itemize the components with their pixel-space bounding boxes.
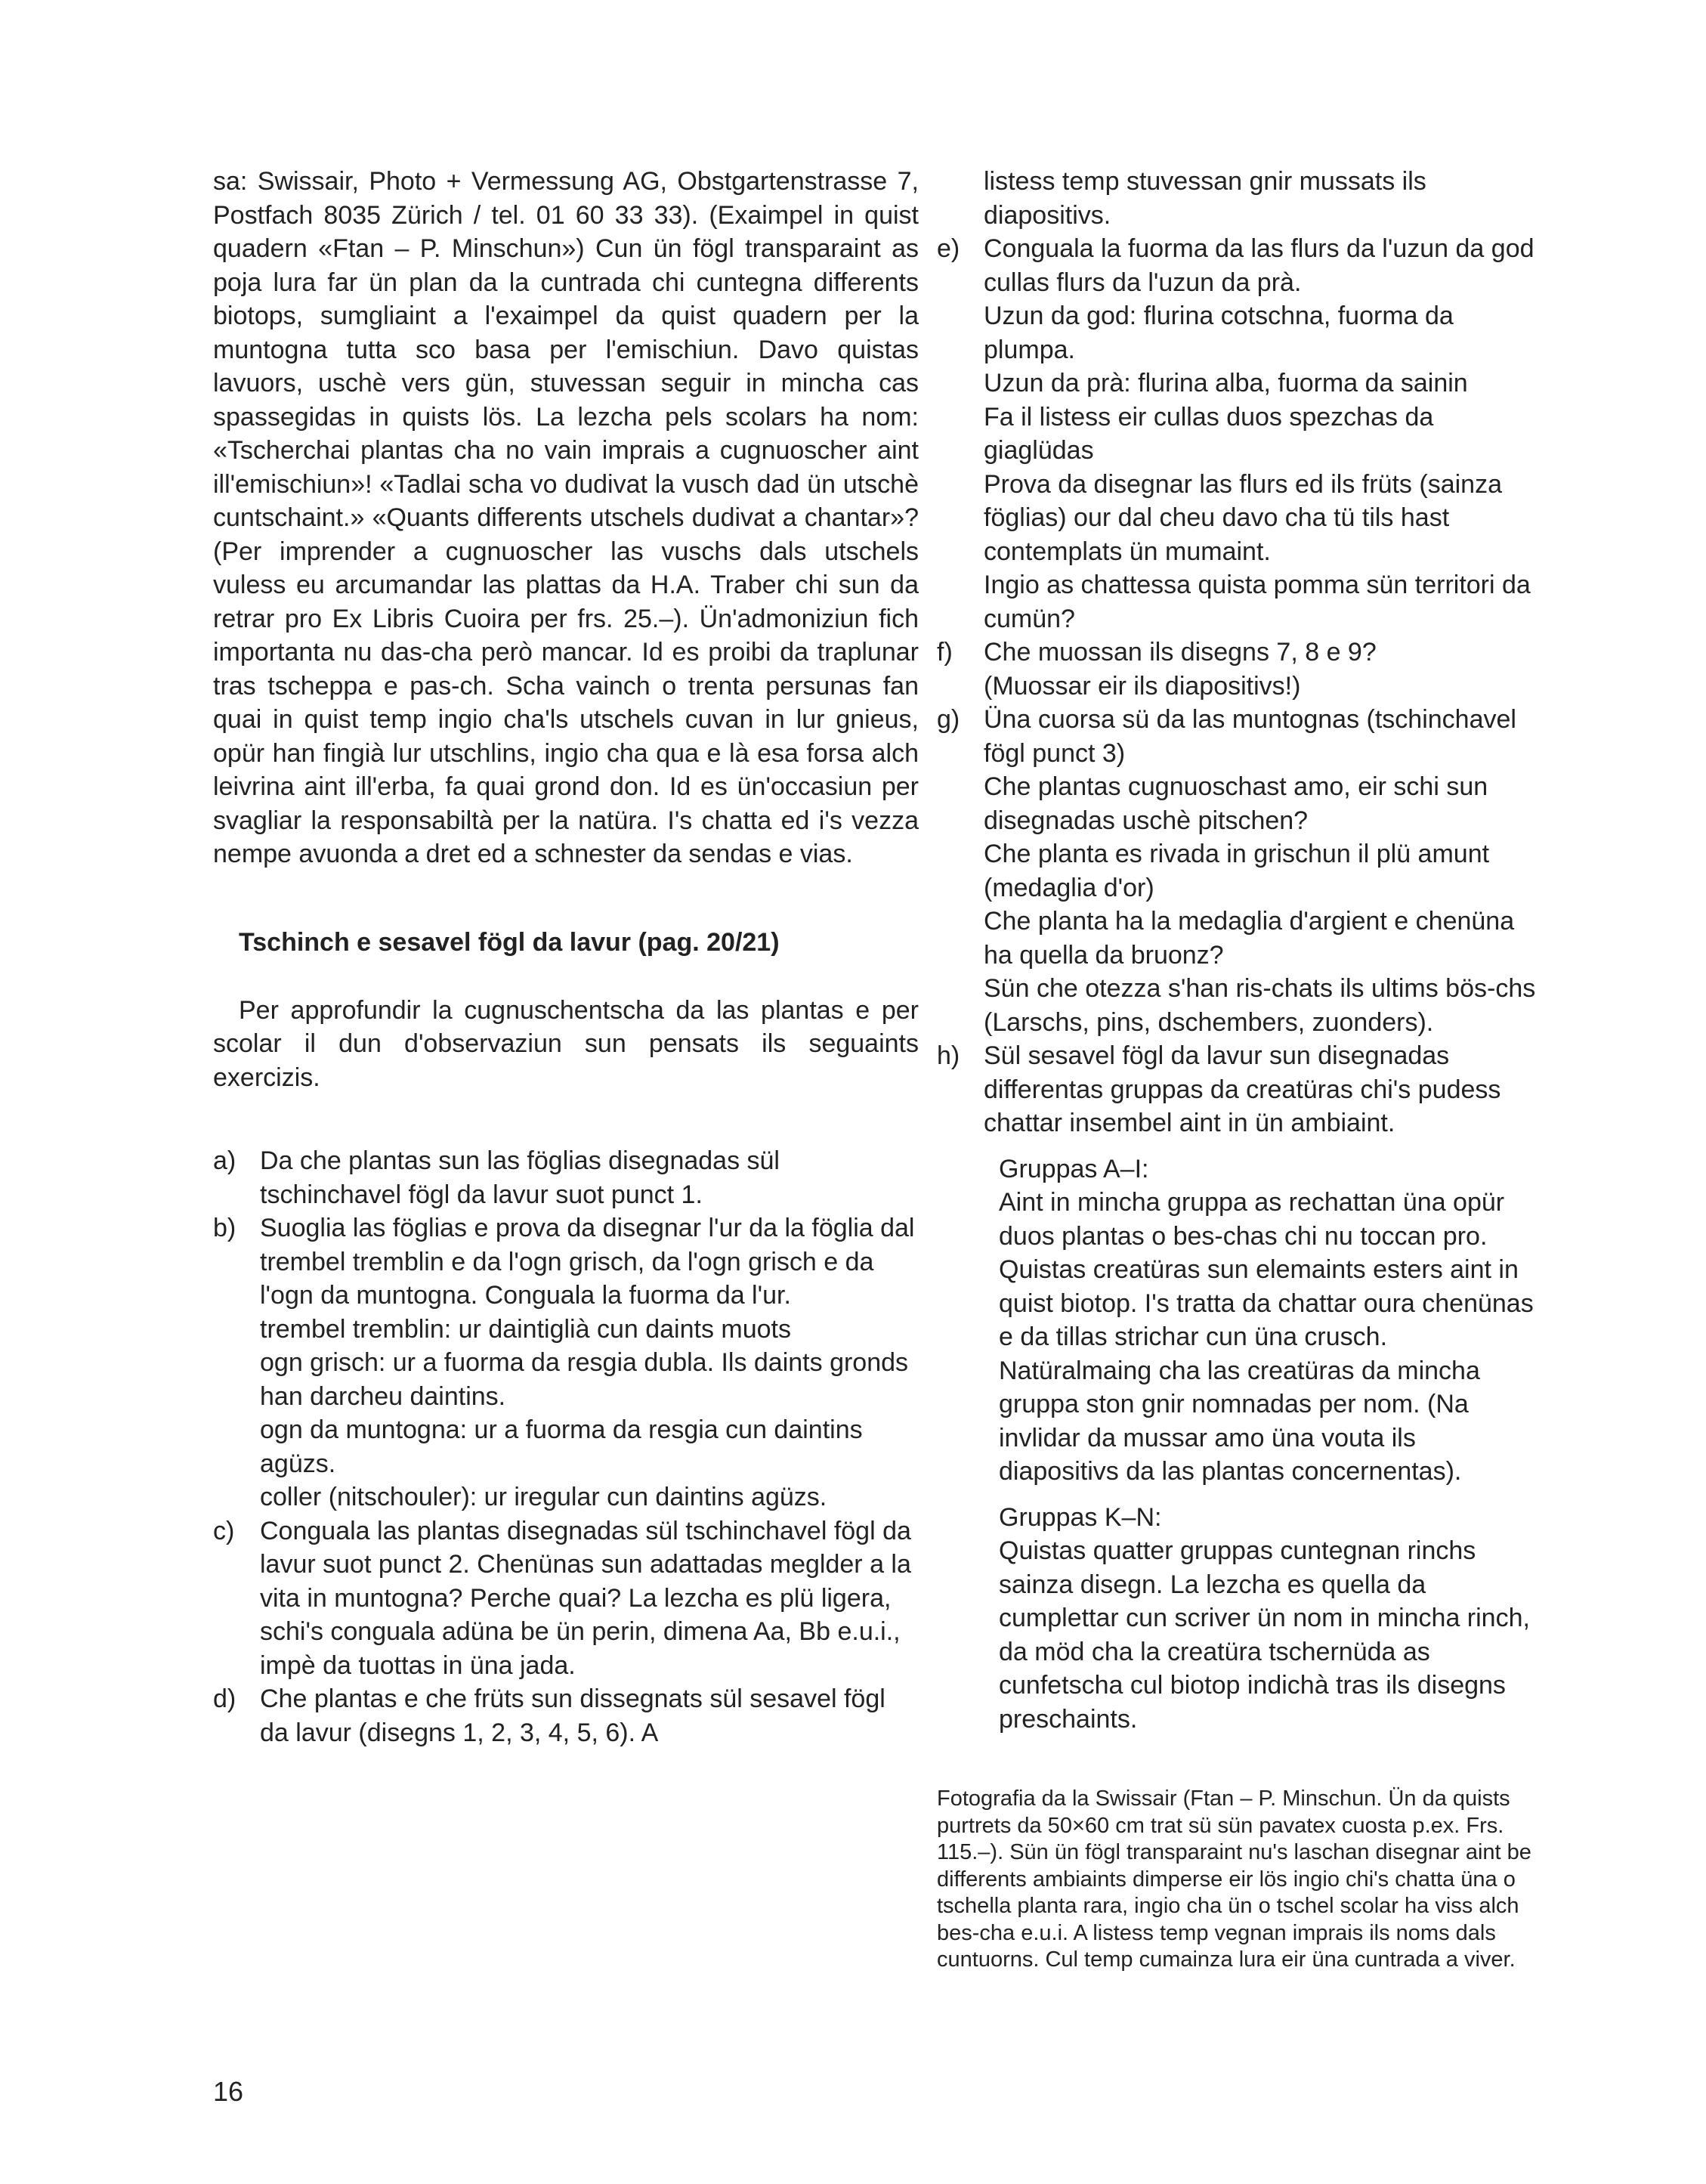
list-item-g <box>937 703 1541 1039</box>
group-text: Aint in mincha gruppa as rechattan üna opür duos plantas o bes-chas chi nu toccan pro. Quistas creatüras sun elemaints esters aint in quist biotop. I's tratta da chattar oura chenünas e da tillas strichar cun üna crusch. Natüralmaing cha las creatüras da mincha gruppa ston gnir nomnadas per nom. (Na invlidar da mussar amo üna vouta ils diapositivs da las plantas concernentas). <box>999 1188 1534 1486</box>
list-item-text: Che plantas e che früts sun dissegnats sül sesavel fögl da lavur (disegns 1, 2, 3, 4, 5, 6). A <box>260 1684 885 1747</box>
list-item-f <box>937 636 1541 703</box>
page-number: 16 <box>213 2076 244 2107</box>
list-item-text: Fa il listess eir cullas duos spezchas da giaglüdas <box>984 402 1434 465</box>
group-text: Quistas quatter gruppas cuntegnan rinchs sainza disegn. La lezcha es quella da cumplettar cun scriver ün nom in mincha rinch, da möd cha la creatüra tschernüda as cunfetscha cul biotop indichà tras ils disegns preschaints. <box>999 1536 1530 1734</box>
list-item-text: Uzun da god: flurina cotschna, fuorma da plumpa. <box>984 302 1454 364</box>
exercise-list-right <box>937 232 1541 1140</box>
list-item-b <box>213 1211 919 1514</box>
list-marker: c) <box>213 1516 235 1545</box>
list-item-text: ogn grisch: ur a fuorma da resgia dubla. Ils daints gronds han darcheu daintins. <box>260 1348 909 1411</box>
intro-paragraph: sa: Swissair, Photo + Vermessung AG, Obstgartenstrasse 7, Postfach 8035 Zürich / tel. 01 60 33 33). (Exaimpel in quist quadern «Ftan – P. Minschun») Cun ün fögl transparaint as poja lura far ün plan da la cuntrada chi cuntegna differents biotops, sumgliaint a l'exaimpel da quist quadern per la muntogna tutta sco basa per l'emischiun. Davo quistas lavuors, uschè vers gün, stuvessan seguir in mincha cas spassegidas in quists lös. La lezcha pels scolars ha nom: «Tscherchai plantas cha no vain imprais a cugnuoscher aint ill'emischiun»! «Tadlai scha vo dudivat la vusch dad ün utschè cuntschaint.» «Quants differents utschels dudivat a chantar»? (Per imprender a cugnuoscher las vuschs dals utschels vuless eu arcumandar las plattas da H.A. Traber chi sun da retrar pro Ex Libris Cuoira per frs. 25.–). Ün'admoniziun fich importanta nu das-cha però mancar. Id es proibi da traplunar tras tscheppa e pas-ch. Scha vainch o trenta persunas fan quai in quist temp ingio cha'ls utschels cuvan in lur gnieus, opür han fingià lur utschlins, ingio cha qua e là esa forsa alch leivrina aint ill'erba, fa quai grond don. Id es ün'occasiun per svagliar la responsabiltà per la natüra. I's chatta ed i's vezza nempe avuonda a dret ed a schnester da sendas e vias. <box>213 167 919 868</box>
list-item-text: Prova da disegnar las flurs ed ils früts (sainza föglias) our dal cheu davo cha tü tils hast contemplats ün mumaint. <box>984 469 1502 566</box>
list-item-h <box>937 1039 1541 1140</box>
list-item-text: Suoglia las föglias e prova da disegnar l'ur da la föglia dal trembel tremblin e da l'ogn grisch, da l'ogn grisch e da l'ogn da muntogna. Conguala la fuorma da l'ur. <box>260 1214 915 1310</box>
list-marker: g) <box>937 705 960 734</box>
list-item-text: trembel tremblin: ur daintiglià cun daints muots <box>260 1314 791 1344</box>
list-item-text: coller (nitschouler): ur iregular cun daintins agüzs. <box>260 1483 827 1511</box>
list-item-text: Uzun da prà: flurina alba, fuorma da sainin <box>984 369 1468 398</box>
list-marker: b) <box>213 1214 236 1242</box>
section-heading: Tschinch e sesavel fögl da lavur (pag. 20/21) <box>239 927 780 957</box>
group-title: Gruppas A–I: <box>999 1154 1149 1183</box>
list-item-text: Che plantas cugnuoschast amo, eir schi sun disegnadas uschè pitschen? <box>984 772 1488 835</box>
list-item-text: ogn da muntogna: ur a fuorma da resgia cun daintins agüzs. <box>260 1415 863 1478</box>
list-item-text: Che muossan ils disegns 7, 8 e 9? <box>984 638 1377 667</box>
left-column <box>213 165 919 1749</box>
group-a-i <box>937 1152 1541 1489</box>
list-item-text: Conguala la fuorma da las flurs da l'uzun da god cullas flurs da l'uzun da prà. <box>984 234 1534 297</box>
group-k-n <box>937 1501 1541 1737</box>
list-item-text: Ingio as chattessa quista pomma sün territori da cumün? <box>984 571 1531 633</box>
exercise-list-left <box>213 1144 919 1749</box>
list-item-a <box>213 1144 919 1211</box>
list-item-e <box>937 232 1541 636</box>
list-marker: f) <box>937 638 953 667</box>
list-item-d <box>213 1682 919 1749</box>
list-item-text: Da che plantas sun las föglias disegnadas sül tschinchavel fögl da lavur suot punct 1. <box>260 1146 780 1209</box>
list-marker: e) <box>937 234 960 263</box>
list-marker: d) <box>213 1684 236 1713</box>
list-item-text: Sül sesavel fögl da lavur sun disegnadas differentas gruppas da creatüras chi's pudess chattar insembel aint in ün ambiaint. <box>984 1041 1501 1137</box>
list-marker: h) <box>937 1041 960 1070</box>
exercise-intro-paragraph: Per approfundir la cugnuschentscha da las plantas e per scolar il dun d'observaziun sun pensats ils seguaints exercizis. <box>213 995 919 1092</box>
continuation-text: listess temp stuvessan gnir mussats ils diapositivs. <box>984 167 1426 230</box>
list-item-text: Sün che otezza s'han ris-chats ils ultims bös-chs (Larschs, pins, dschembers, zuonders). <box>984 974 1536 1037</box>
group-title: Gruppas K–N: <box>999 1502 1162 1532</box>
list-item-text: Che planta es rivada in grischun il plü amunt (medaglia d'or) <box>984 840 1490 902</box>
photo-caption: Fotografia da la Swissair (Ftan – P. Minschun. Ün da quists purtrets da 50×60 cm trat sü sün pavatex cuosta p.ex. Frs. 115.–). Sün ün fögl transparaint nu's laschan disegnar aint be differents ambiaints dimperse eir lös ingio chi's chatta üna o tschella planta rara, ingio cha ün o tschel scolar ha viss alch bes-cha e.u.i. A listess temp vegnan imprais ils noms dals cuntuorns. Cul temp cumainza lura eir üna cuntrada a viver. <box>937 1786 1531 1972</box>
right-column <box>937 165 1541 1974</box>
list-item-text: Che planta ha la medaglia d'argient e chenüna ha quella da bruonz? <box>984 907 1515 970</box>
list-item-text: Conguala las plantas disegnadas sül tschinchavel fögl da lavur suot punct 2. Chenünas sun adattadas meglder a la vita in muntogna? Perche quai? La lezcha es plü ligera, schi's conguala adüna be ün perin, dimena Aa, Bb e.u.i., impè da tuottas in üna jada. <box>260 1516 911 1680</box>
list-item-c <box>213 1514 919 1683</box>
list-item-text: (Muossar eir ils diapositivs!) <box>984 671 1301 701</box>
list-marker: a) <box>213 1146 236 1175</box>
list-item-text: Üna cuorsa sü da las muntognas (tschinchavel fögl punct 3) <box>984 705 1516 768</box>
